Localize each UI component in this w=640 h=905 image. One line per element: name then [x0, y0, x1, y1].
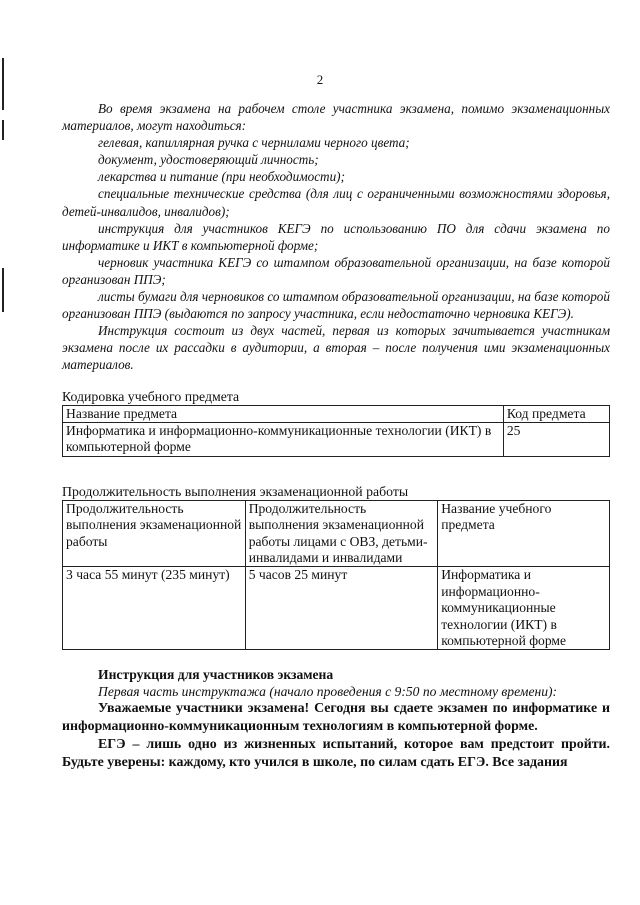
subject-code-table — [62, 405, 610, 457]
table-header-cell: Продолжительность выполнения экзаменационной работы лицами с ОВЗ, детьми-инвалидами и инвалидами — [245, 500, 438, 567]
page-number: 2 — [316, 72, 324, 87]
list-item: листы бумаги для черновиков со штампом образовательной организации, на базе которой организован ППЭ (выдаются по запросу участника, если недостаточно черновика КЕГЭ). — [62, 289, 610, 322]
table-header-cell: Название предмета — [63, 405, 504, 422]
table-header-row — [63, 500, 610, 567]
intro-note: Инструкция состоит из двух частей, первая из которых зачитывается участникам экзамена после их рассадки в аудитории, а вторая – после получения ими экзаменационных материалов. — [62, 323, 610, 373]
table-header-row — [63, 405, 610, 422]
instruction-paragraph: ЕГЭ – лишь одно из жизненных испытаний, которое вам предстоит пройти. Будьте уверены: каждому, кто учился в школе, по силам сдать ЕГЭ. Все задания — [62, 737, 610, 771]
table-cell: Информатика и информационно-коммуникационные технологии (ИКТ) в компьютерной форме — [63, 422, 504, 456]
list-item: специальные технические средства (для лиц с ограниченными возможностями здоровья, детей-инвалидов, инвалидов); — [62, 186, 610, 219]
left-margin-mark-middle — [2, 120, 4, 140]
list-item: гелевая, капиллярная ручка с чернилами черного цвета; — [98, 135, 410, 151]
table-cell: 25 — [503, 422, 609, 456]
instruction-subtitle: Первая часть инструктажа (начало проведения с 9:50 по местному времени): — [98, 684, 558, 700]
instruction-text — [62, 700, 610, 772]
table-cell: 3 часа 55 минут (235 минут) — [63, 567, 246, 650]
list-item: документ, удостоверяющий личность; — [98, 152, 319, 168]
table-cell: Информатика и информационно-коммуникационные технологии (ИКТ) в компьютерной форме — [438, 567, 610, 650]
instruction-title: Инструкция для участников экзамена — [98, 667, 334, 683]
intro-lead: Во время экзамена на рабочем столе участника экзамена, помимо экзаменационных материалов, могут находиться: — [62, 101, 610, 134]
table-header-cell: Код предмета — [503, 405, 609, 422]
table-header-cell: Продолжительность выполнения экзаменационной работы — [63, 500, 246, 567]
subject-code-caption: Кодировка учебного предмета — [62, 388, 240, 404]
list-item: лекарства и питание (при необходимости); — [98, 169, 345, 185]
duration-caption: Продолжительность выполнения экзаменационной работы — [62, 483, 409, 499]
list-item: инструкция для участников КЕГЭ по использованию ПО для сдачи экзамена по информатике и ИКТ в компьютерной форме; — [62, 220, 610, 253]
table-row — [63, 567, 610, 650]
intro-section — [62, 100, 610, 374]
table-header-cell: Название учебного предмета — [438, 500, 610, 567]
table-cell: 5 часов 25 минут — [245, 567, 438, 650]
duration-table — [62, 500, 610, 651]
left-margin-mark-bottom — [2, 268, 4, 312]
instruction-paragraph: Уважаемые участники экзамена! Сегодня вы сдаете экзамен по информатике и информационно-коммуникационным технологиям в компьютерной форме. — [62, 701, 610, 735]
document-body — [62, 100, 610, 772]
table-row — [63, 422, 610, 456]
list-item: черновик участника КЕГЭ со штампом образовательной организации, на базе которой организован ППЭ; — [62, 254, 610, 287]
